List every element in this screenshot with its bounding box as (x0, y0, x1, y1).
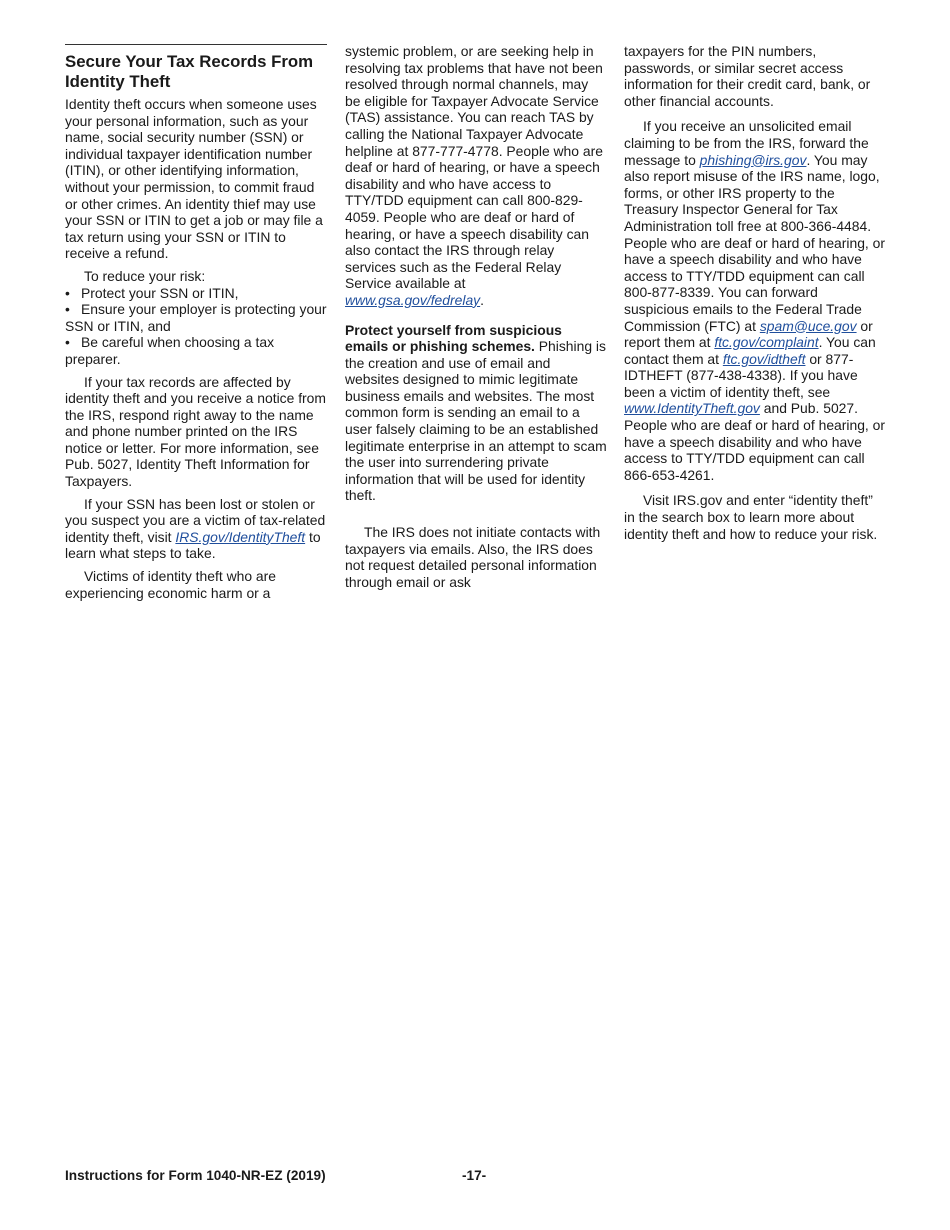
paragraph: Protect yourself from suspicious emails or phishing schemes. Phishing is the creation and use of email and websites designed to mimic legitimate business emails and websites. The most common form is sending an email to a user falsely claiming to be an established legitimate enterprise in an attempt to scam the user into surrendering private information that will be used for identity theft. (345, 321, 607, 504)
paragraph: If your tax records are affected by identity theft and you receive a notice from the IRS, respond right away to the name and phone number printed on the IRS notice or letter. For more information, see Pub. 5027, Identity Theft Information for Taxpayers. (65, 373, 326, 490)
section-heading: Secure Your Tax Records From Identity Theft (65, 52, 314, 91)
ftc-idtheft-link[interactable]: ftc.gov/idtheft (722, 350, 806, 367)
list-item: • Be careful when choosing a tax preparer. (65, 334, 275, 367)
column-3 (624, 43, 886, 542)
paragraph: If your SSN has been lost or stolen or you suspect you are a victim of tax-related identity theft, visit IRS.gov/IdentityTheft to learn what steps to take. (65, 495, 326, 562)
ftc-complaint-link[interactable]: ftc.gov/complaint (714, 334, 819, 351)
paragraph: taxpayers for the PIN numbers, passwords, or similar secret access information for their credit card, bank, or other financial accounts. (624, 43, 871, 109)
subheading: Protect yourself from suspicious emails or phishing schemes. (345, 321, 562, 355)
identitytheft-gov-link[interactable]: www.IdentityTheft.gov (624, 400, 760, 417)
risk-list (65, 285, 327, 368)
paragraph: Visit IRS.gov and enter “identity theft” in the search box to learn more about identity theft and how to reduce your risk. (624, 492, 878, 542)
paragraph: Victims of identity theft who are experiencing economic harm or a (65, 568, 276, 601)
bullet-icon: • (65, 301, 70, 318)
paragraph: If you receive an unsolicited email claiming to be from the IRS, forward the message to phishing@irs.gov. You may also report misuse of the IRS name, logo, forms, or other IRS property to the Treasury Inspector General for Tax Administration toll free at 800-366-4484. People who are deaf or hard of hearing, or have a speech disability and who have access to TTY/TDD equipment can call 800-877-8339. You can forward suspicious emails to the Federal Trade Commission (FTC) at spam@uce.gov or report them at ftc.gov/complaint. You can contact them at ftc.gov/idtheft or 877-IDTHEFT (877-438-4338). If you have been a victim of identity theft, see www.IdentityTheft.gov and Pub. 5027. People who are deaf or hard of hearing, or have a speech disability and who have access to TTY/TDD equipment can call 866-653-4261. (624, 118, 886, 483)
column-1 (65, 44, 327, 601)
page-number: -17- (462, 1168, 487, 1183)
paragraph: To reduce your risk: (84, 267, 206, 284)
column-2 (345, 43, 607, 590)
paragraph: systemic problem, or are seeking help in resolving tax problems that have not been resolved through normal channels, may be eligible for Taxpayer Advocate Service (TAS) assistance. You can reach TAS by calling the National Taxpayer Advocate helpline at 877-777-4778. People who are deaf or hard of hearing, or have a speech disability and who have access to TTY/TDD equipment can call 800-829-4059. People who are deaf or hard of hearing, or have a speech disability can also contact the IRS through relay services such as the Federal Relay Service available at www.gsa.gov/fedrelay. (345, 43, 603, 308)
phishing-email-link[interactable]: phishing@irs.gov (699, 151, 807, 168)
bullet-icon: • (65, 284, 70, 301)
list-item: • Ensure your employer is protecting your SSN or ITIN, and (65, 301, 327, 334)
fedrelay-link[interactable]: www.gsa.gov/fedrelay (345, 291, 481, 308)
spam-email-link[interactable]: spam@uce.gov (759, 317, 857, 334)
paragraph: The IRS does not initiate contacts with taxpayers via emails. Also, the IRS does not request detailed personal information through email or ask (345, 524, 601, 590)
bullet-icon: • (65, 334, 70, 351)
list-item: • Protect your SSN or ITIN, (65, 284, 239, 301)
irs-identity-theft-link[interactable]: IRS.gov/IdentityTheft (175, 528, 306, 545)
footer-title: Instructions for Form 1040-NR-EZ (2019) (65, 1168, 326, 1183)
paragraph: Identity theft occurs when someone uses your personal information, such as your name, social security number (SSN) or individual taxpayer identification number (ITIN), or other identifying information, without your permission, to commit fraud or other crimes. An identity thief may use your SSN or ITIN to get a job or may file a tax return using your SSN or ITIN to receive a refund. (65, 96, 323, 262)
